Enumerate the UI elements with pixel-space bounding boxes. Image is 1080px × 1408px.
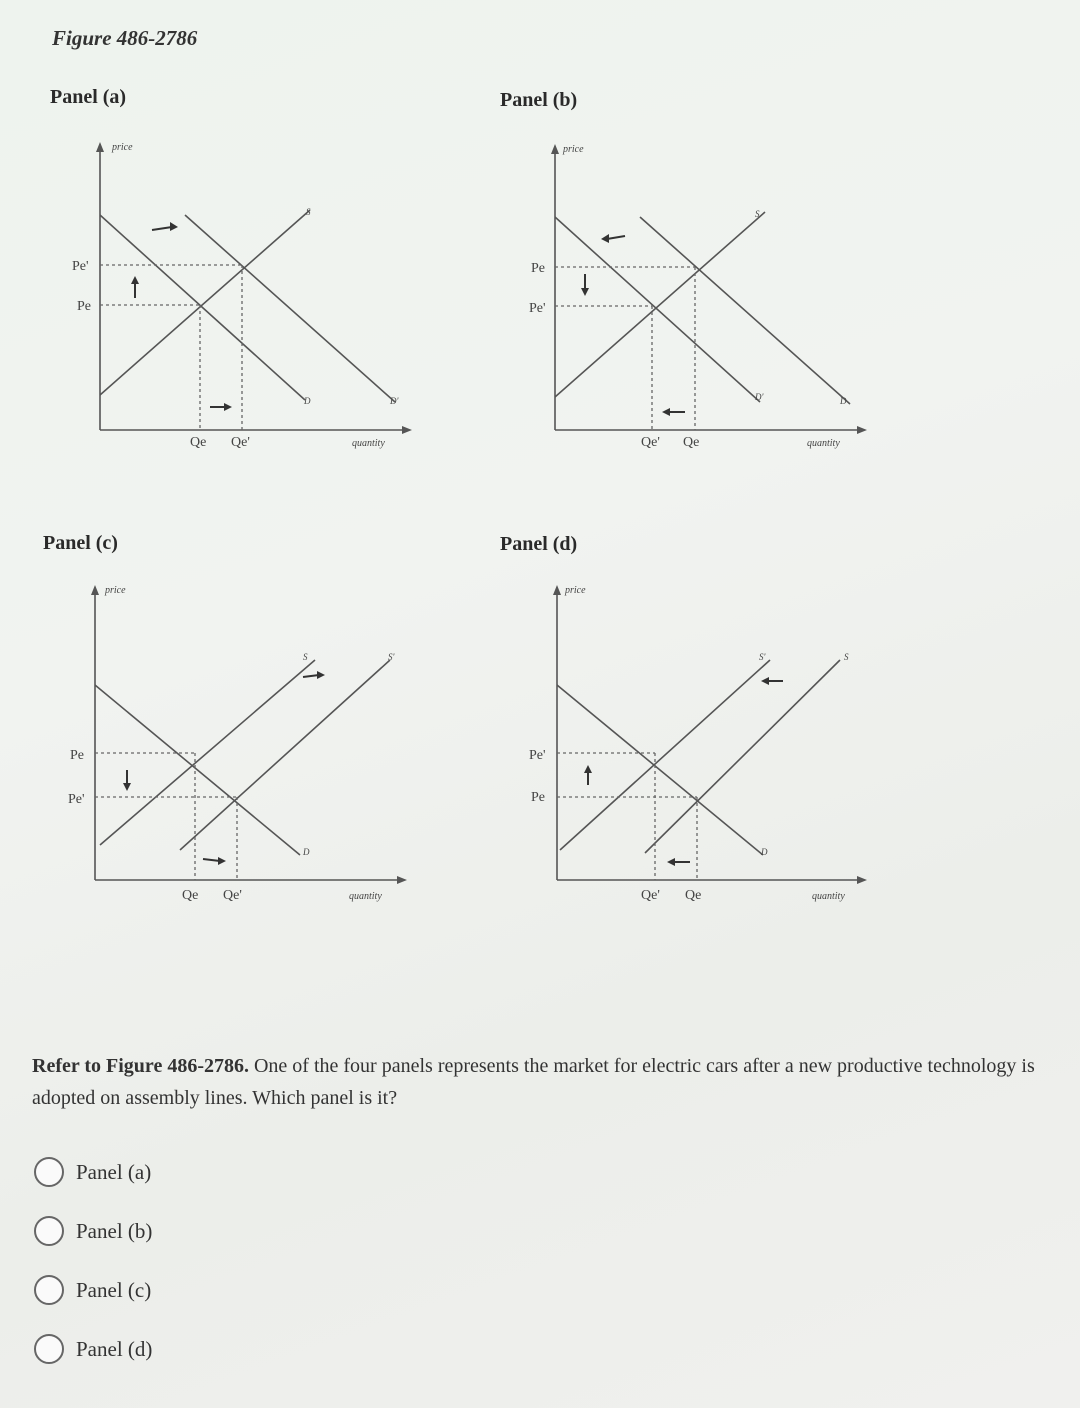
quantity-label-new: Qe'	[231, 435, 250, 450]
quantity-axis-label: quantity	[352, 438, 385, 449]
price-label-new: Pe'	[72, 259, 89, 274]
demand-label: D	[840, 396, 847, 406]
supply-label: S	[755, 209, 760, 219]
price-axis-label: price	[112, 142, 133, 153]
price-label-new: Pe'	[529, 748, 546, 763]
radio-button[interactable]	[34, 1157, 64, 1187]
radio-button[interactable]	[34, 1334, 64, 1364]
question-figure-ref: Refer to Figure 486-2786.	[32, 1055, 249, 1077]
answer-options	[34, 1152, 152, 1388]
price-label-original: Pe	[70, 748, 84, 763]
panel-c-title: Panel (c)	[43, 532, 118, 554]
price-label-original: Pe	[531, 261, 545, 276]
demand-shifted-curve	[185, 215, 395, 402]
supply-label: S	[844, 652, 849, 662]
option-panel-d[interactable]	[34, 1329, 152, 1369]
demand-label: D	[761, 847, 768, 857]
option-panel-a[interactable]	[34, 1152, 152, 1192]
supply-curve	[645, 660, 840, 853]
price-axis-label: price	[563, 144, 584, 155]
panel-b-title: Panel (b)	[500, 89, 578, 111]
quantity-label-new: Qe'	[641, 435, 660, 450]
quantity-label-new: Qe'	[641, 888, 660, 903]
option-panel-b[interactable]	[34, 1211, 152, 1251]
option-label: Panel (a)	[76, 1159, 152, 1184]
supply-curve	[555, 212, 765, 397]
demand-shifted-curve	[555, 217, 760, 402]
supply-label: S	[303, 652, 308, 662]
option-label: Panel (c)	[76, 1277, 152, 1302]
quantity-label-original: Qe	[685, 888, 702, 903]
price-label-new: Pe'	[68, 792, 85, 807]
demand-label: D	[303, 847, 310, 857]
option-label: Panel (d)	[76, 1336, 153, 1361]
quantity-label-original: Qe	[182, 888, 199, 903]
quantity-label-original: Qe	[190, 435, 207, 450]
panel-a-title: Panel (a)	[50, 86, 127, 108]
price-label-original: Pe	[77, 299, 91, 314]
supply-label: S	[306, 207, 311, 217]
demand-shifted-label: D'	[755, 392, 764, 402]
panel-a-graph	[60, 130, 420, 460]
price-axis-label: price	[565, 585, 586, 596]
supply-shifted-label: S'	[388, 652, 395, 662]
question-text	[32, 1050, 1062, 1114]
supply-shifted-label: S'	[759, 652, 766, 662]
option-label: Panel (b)	[76, 1218, 153, 1243]
price-label-original: Pe	[531, 790, 545, 805]
quantity-axis-label: quantity	[812, 891, 845, 902]
quantity-axis-label: quantity	[349, 891, 382, 902]
demand-label: D	[304, 396, 311, 406]
panel-b-graph	[515, 132, 875, 462]
panel-d-title: Panel (d)	[500, 533, 578, 555]
figure-title: Figure 486-2786	[52, 26, 198, 50]
demand-shifted-label: D'	[390, 396, 399, 406]
supply-shifted-curve	[560, 660, 770, 850]
supply-shifted-curve	[180, 660, 390, 850]
demand-curve	[640, 217, 850, 404]
question-body: One of the four panels represents the market for electric cars after a new productive technology is adopted on assembly lines. Which panel is it?	[32, 1055, 1035, 1109]
option-panel-c[interactable]	[34, 1270, 152, 1310]
supply-curve	[100, 210, 310, 395]
panel-d-graph	[515, 575, 875, 905]
panel-c-graph	[55, 575, 415, 905]
radio-button[interactable]	[34, 1216, 64, 1246]
quantity-label-original: Qe	[683, 435, 700, 450]
price-axis-label: price	[105, 585, 126, 596]
radio-button[interactable]	[34, 1275, 64, 1305]
demand-curve	[100, 215, 305, 400]
quantity-label-new: Qe'	[223, 888, 242, 903]
quantity-axis-label: quantity	[807, 438, 840, 449]
price-label-new: Pe'	[529, 301, 546, 316]
